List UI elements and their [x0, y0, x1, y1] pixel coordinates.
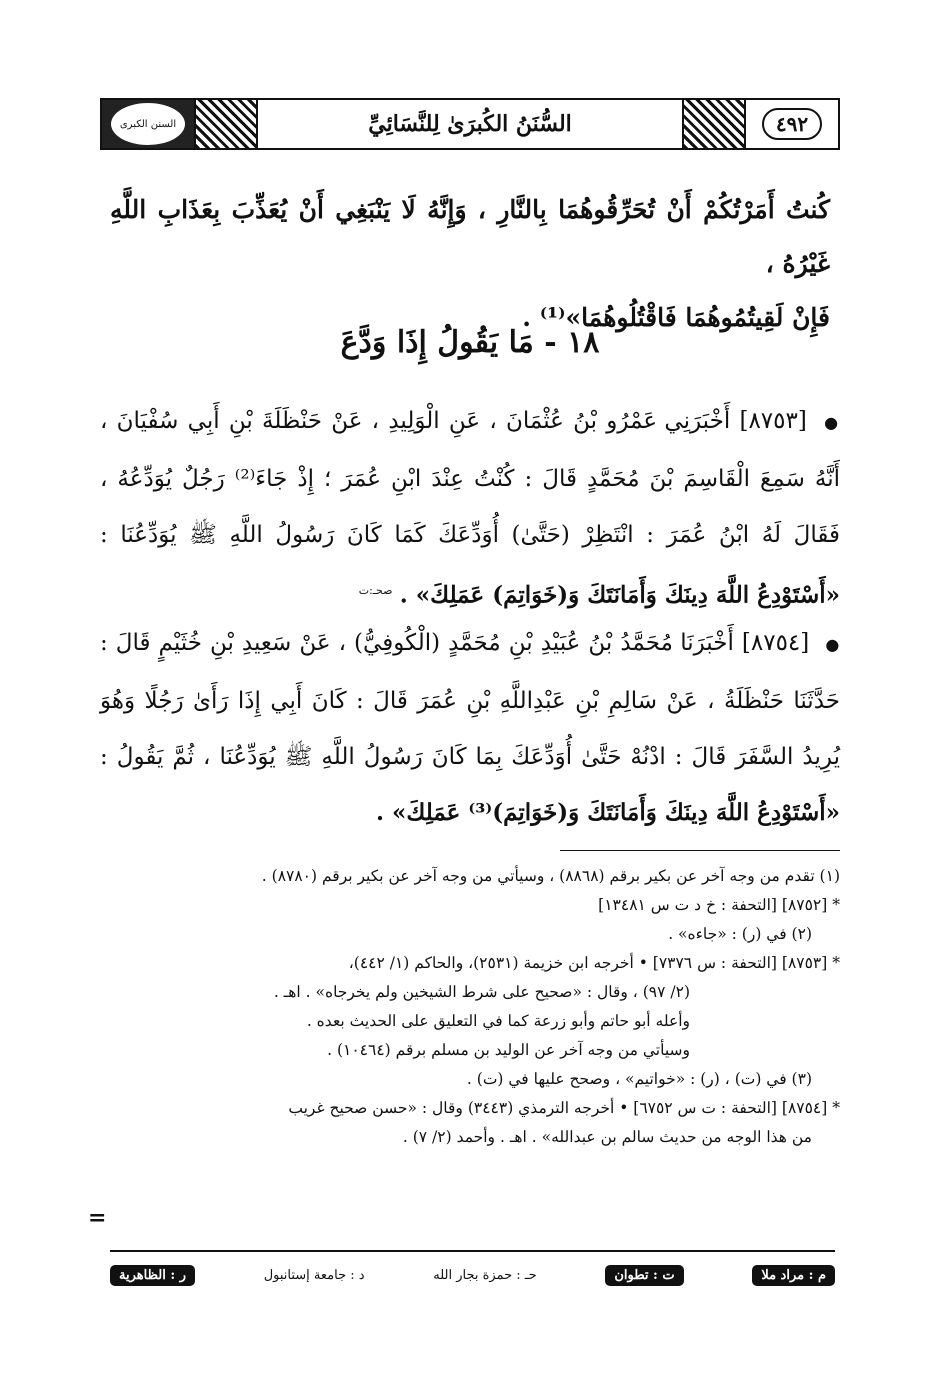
siglum-m: م : مراد ملا [752, 1265, 835, 1286]
footnote-2: (٢) في (ر) : «جاءه» . [668, 925, 812, 943]
hadith-number: [٨٧٥٣] [739, 408, 807, 434]
takhrij-8754-cont: من هذا الوجه من حديث سالم بن عبدالله» . اهـ . وأحمد (٢/ ٧) . [402, 1128, 812, 1146]
siglum-d: د : جامعة إستانبول [263, 1267, 365, 1283]
takhrij-8753-cont: وأعله أبو حاتم وأبو زرعة كما في التعليق على الحديث بعده . [306, 1012, 690, 1030]
takhrij-8752: * [٨٧٥٢] [التحفة : خ د ت س ١٣٤٨١] [598, 896, 840, 914]
siglum-r: ر : الظاهرية [110, 1265, 195, 1286]
intro-line-2: فَإِنْ لَقِيتُمُوهُمَا فَاقْتُلُوهُمَا»⁽¹⁾ . [522, 303, 830, 332]
hadith-text: أَخْبَرَنِي عَمْرُو بْنُ عُثْمَانَ ، عَنِ الْوَلِيدِ ، عَنْ حَنْظَلَةَ بْنِ أَبِي سُفْيَانَ ، أَنَّهُ سَمِعَ الْقَاسِمَ بْنَ مُحَمَّدٍ قَالَ : كُنْتُ عِنْدَ ابْنِ عُمَرَ ؛ إِذْ جَاءَ⁽²⁾ رَجُلٌ يُوَدِّعُهُ ، فَقَالَ لَهُ ابْنُ عُمَرَ : انْتَظِرْ (حَتَّىٰ) أُوَدِّعَكَ كَمَا كَانَ رَسُولُ اللَّهِ ﷺ يُوَدِّعُنَا : [100, 408, 840, 548]
margin-mark: = [88, 1205, 107, 1231]
sahha-mark: صحـ:ت [358, 584, 393, 597]
footnote-3: (٣) في (ت) ، (ر) : «خواتيم» ، وصحح عليها في (ت) . [466, 1070, 812, 1088]
intro-line-1: كُنتُ أَمَرْتُكُمْ أَنْ تُحَرِّقُوهُمَا بِالنَّارِ ، وَإِنَّهُ لَا يَنْبَغِي أَنْ يُعَذِّبَ بِعَذَابِ اللَّهِ غَيْرُهُ ، [110, 195, 830, 278]
takhrij-8753: * [٨٧٥٣] [التحفة : س ٧٣٧٦] • أخرجه ابن خزيمة (٢٥٣١)، والحاكم (١/ ٤٤٢)، [348, 954, 840, 972]
chapter-heading: ١٨ - مَا يَقُولُ إِذَا وَدَّعَ [340, 325, 600, 360]
takhrij-8753-cont: وسيأتي من وجه آخر عن الوليد بن مسلم برقم (١٠٤٦٤) . [327, 1041, 690, 1059]
bullet-icon: ● [824, 413, 840, 432]
book-title: السُّنَنُ الكُبرَىٰ لِلنَّسَائِيِّ [256, 100, 684, 148]
seal-text: السنن الكبرى [119, 118, 177, 130]
footnote-separator [560, 850, 840, 851]
book-seal-logo [102, 100, 196, 148]
hadith-dua: «أَسْتَوْدِعُ اللَّهَ دِينَكَ وَأَمَانَتَكَ وَ(خَوَاتِمَ) عَمَلِكَ» . [399, 581, 840, 609]
bullet-icon: ● [825, 635, 841, 654]
hadith-dua: «أَسْتَوْدِعُ اللَّهَ دِينَكَ وَأَمَانَتَكَ وَ(خَوَاتِمَ)⁽³⁾ عَمَلِكَ» . [376, 799, 840, 826]
page-header [100, 98, 840, 150]
footer-rule [110, 1250, 835, 1252]
page-number: ٤٩٢ [762, 108, 822, 140]
hadith-number: [٨٧٥٤] [741, 630, 810, 656]
page-number-box [744, 100, 838, 148]
ornament-left [196, 100, 256, 148]
footnotes [80, 862, 840, 1152]
siglum-h: حـ : حمزة بجار الله [433, 1267, 537, 1283]
siglum-t: ت : تطوان [605, 1265, 683, 1286]
footnote-1: (١) تقدم من وجه آخر عن بكير برقم (٨٨٦٨) ، وسيأتي من وجه آخر عن بكير برقم (٨٧٨٠) . [261, 867, 840, 885]
hadith-8753 [100, 393, 840, 624]
ornament-right [684, 100, 744, 148]
manuscript-legend [110, 1260, 835, 1290]
takhrij-8753-cont: (٢/ ٩٧) ، وقال : «صحيح على شرط الشيخين ولم يخرجاه» . اهـ . [273, 983, 690, 1001]
takhrij-8754: * [٨٧٥٤] [التحفة : ت س ٦٧٥٢] • أخرجه الترمذي (٣٤٤٣) وقال : «حسن صحيح غريب [288, 1099, 840, 1117]
hadith-text: أَخْبَرَنَا مُحَمَّدُ بْنُ عُبَيْدِ بْنِ مُحَمَّدٍ (الْكُوفِيُّ) ، عَنْ سَعِيدِ بْنِ خُثَيْمٍ قَالَ : حَدَّثَنَا حَنْظَلَةُ ، عَنْ سَالِمِ بْنِ عَبْدِاللَّهِ بْنِ عُمَرَ قَالَ : كَانَ أَبِي إِذَا رَأَىٰ رَجُلًا وَهُوَ يُرِيدُ السَّفَرَ قَالَ : ادْنُهْ حَتَّىٰ أُوَدِّعَكَ بِمَا كَانَ رَسُولُ اللَّهِ ﷺ يُوَدِّعُنَا ، ثُمَّ يَقُولُ : [100, 630, 840, 770]
intro-text [110, 183, 830, 345]
hadith-8754 [100, 615, 840, 841]
seal-emblem [111, 103, 185, 145]
